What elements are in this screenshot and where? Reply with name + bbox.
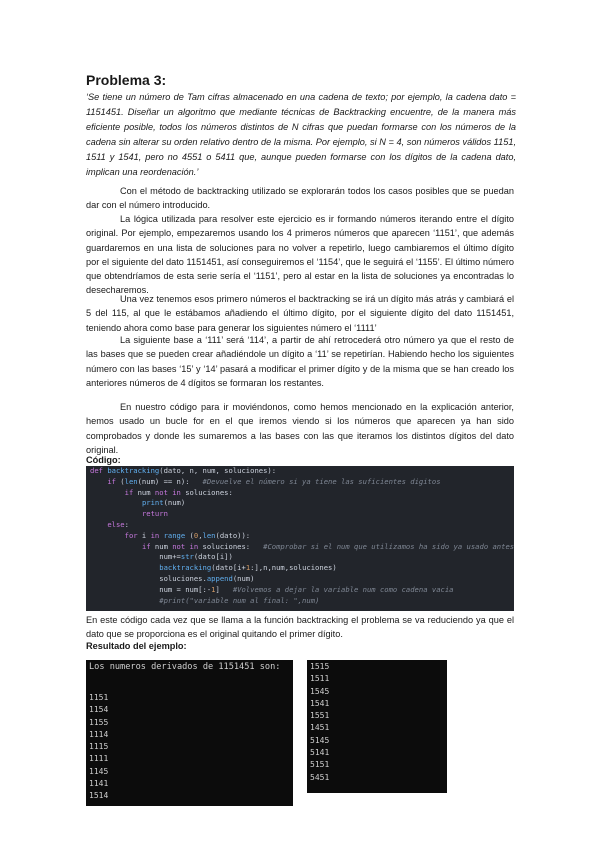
terminal-header: Los numeros derivados de 1151451 son: bbox=[89, 662, 281, 672]
paragraph-2-text: La lógica utilizada para resolver este ejercicio es ir formando números iterando entre el dígito original. Por ejemplo, empezaremos usando los 4 primeros números que aparecen ‘1151’, que además guardaremos en una lista de soluciones para no volver a repetirlo, luego cambiaremos el último dígito por el siguiente del dato 1151451, así conseguiremos el ‘1154’, que le seguirá el ‘1155’. El último número que obtendríamos de esta serie sería el ‘1151’, pero al estar en la lista de soluciones ya encontradas lo desecharemos. bbox=[86, 214, 514, 296]
terminal-line: 1114 bbox=[89, 729, 109, 739]
terminal-line: 1115 bbox=[89, 742, 109, 752]
code-line: else: bbox=[107, 519, 129, 529]
terminal-output-left bbox=[86, 660, 293, 806]
terminal-line: 5141 bbox=[310, 748, 330, 758]
paragraph-5-text: En nuestro código para ir moviéndonos, como hemos mencionado en la explicación anterior, hemos usado un bucle for en el que iremos viendo si los números que aparecen ya han sido comprobados y donde les sumaremos a las bases con las que iteramos los distintos dígitos del dato original. bbox=[86, 402, 514, 455]
paragraph-3 bbox=[86, 292, 514, 335]
terminal-line: 5451 bbox=[310, 772, 330, 782]
problem-statement: ‘Se tiene un número de Tam cifras almacenado en una cadena de texto; por ejemplo, la cadena dato = 1151451. Diseñar un algoritmo que mediante técnicas de Backtracking encuentre, de la manera más eficiente posible, todos los números distintos de N cifras que puedan formarse con los números de la cadena sin alterar su orden relativo dentro de la misma. Por ejemplo, si N = 4, son números válidos 1151, 1511 y 1541, pero no 4551 o 5411 que, aunque pueden formarse con los dígitos de la cadena dato, implican una reordenación.’ bbox=[86, 92, 516, 177]
code-line: for i in range (0,len(dato)): bbox=[124, 530, 251, 540]
terminal-line: 1515 bbox=[310, 662, 330, 671]
code-line: def backtracking(dato, n, num, soluciones): bbox=[90, 466, 277, 475]
code-line: soluciones.append(num) bbox=[90, 573, 255, 583]
paragraph-1-text: Con el método de backtracking utilizado se explorarán todos los casos posibles que se puedan dar con el número introducido. bbox=[86, 186, 514, 211]
paragraph-3-text: Una vez tenemos esos primero números el backtracking se irá un dígito más atrás y cambiará el 5 del 115, al que le estábamos añadiendo el último dígito, por el siguiente dígito del dato 1151451, teniendo ahora como base para generar los siguientes número el ‘1111’ bbox=[86, 294, 514, 333]
paragraph-4-text: La siguiente base a ‘111’ será ‘114’, a partir de ahí retrocederá otro número ya que el resto de las bases que se pueden crear añadiéndole un dígito a ‘11’ se repetirían. Habiendo hecho los siguientes número con las bases ‘15’ y ‘14’ pasará a modificar el primer dígito y de la misma que se han creado los anteriores números de 4 dígitos se formaran los restantes. bbox=[86, 335, 514, 388]
code-lines bbox=[86, 466, 514, 606]
code-line: print(num) bbox=[141, 498, 186, 508]
code-line: backtracking(dato[i+1:],n,num,soluciones) bbox=[159, 563, 337, 573]
terminal-left-rows bbox=[86, 692, 293, 803]
terminal-line: 5151 bbox=[310, 760, 330, 770]
code-line: if num not in soluciones: #Comprobar si el num que utilizamos ha sido ya usado antes bbox=[141, 541, 514, 551]
terminal-line: 1511 bbox=[310, 674, 330, 684]
result-label: Resultado del ejemplo: bbox=[86, 641, 187, 651]
terminal-line: 1451 bbox=[310, 723, 330, 733]
code-line: #print("variable num al final: ",num) bbox=[159, 595, 320, 605]
code-line: if (len(num) == n): #Devuelve el número si ya tiene las suficientes digitos bbox=[107, 476, 441, 486]
paragraph-5 bbox=[86, 400, 514, 457]
terminal-line: 1155 bbox=[89, 717, 109, 727]
paragraph-2 bbox=[86, 212, 514, 298]
code-line: num = num[:-1] #Volvemos a dejar la variable num como cadena vacia bbox=[90, 584, 454, 594]
terminal-line: 1111 bbox=[89, 754, 109, 764]
terminal-line: 1545 bbox=[310, 686, 330, 696]
problem-title: Problema 3: bbox=[86, 72, 167, 88]
code-line: num+=str(dato[i]) bbox=[90, 552, 233, 562]
after-code-paragraph: En este código cada vez que se llama a la función backtracking el problema se va reduciendo ya que el dato que se proporciona es el original quitando el primer dígito. bbox=[86, 615, 514, 640]
terminal-right-rows bbox=[307, 661, 447, 784]
terminal-line: 1541 bbox=[310, 698, 330, 708]
terminal-output-right bbox=[307, 660, 447, 793]
terminal-line: 1151 bbox=[89, 693, 109, 702]
paragraph-1 bbox=[86, 184, 514, 213]
terminal-line: 1514 bbox=[89, 791, 109, 801]
code-line: return bbox=[141, 509, 168, 519]
terminal-line: 1145 bbox=[89, 766, 109, 776]
terminal-line: 1141 bbox=[89, 779, 109, 789]
terminal-line: 5145 bbox=[310, 735, 330, 745]
terminal-line: 1551 bbox=[310, 711, 330, 721]
terminal-line: 1154 bbox=[89, 705, 109, 715]
code-block bbox=[86, 466, 514, 611]
code-line: if num not in soluciones: bbox=[124, 487, 233, 497]
code-label: Código: bbox=[86, 455, 121, 465]
paragraph-4 bbox=[86, 333, 514, 390]
